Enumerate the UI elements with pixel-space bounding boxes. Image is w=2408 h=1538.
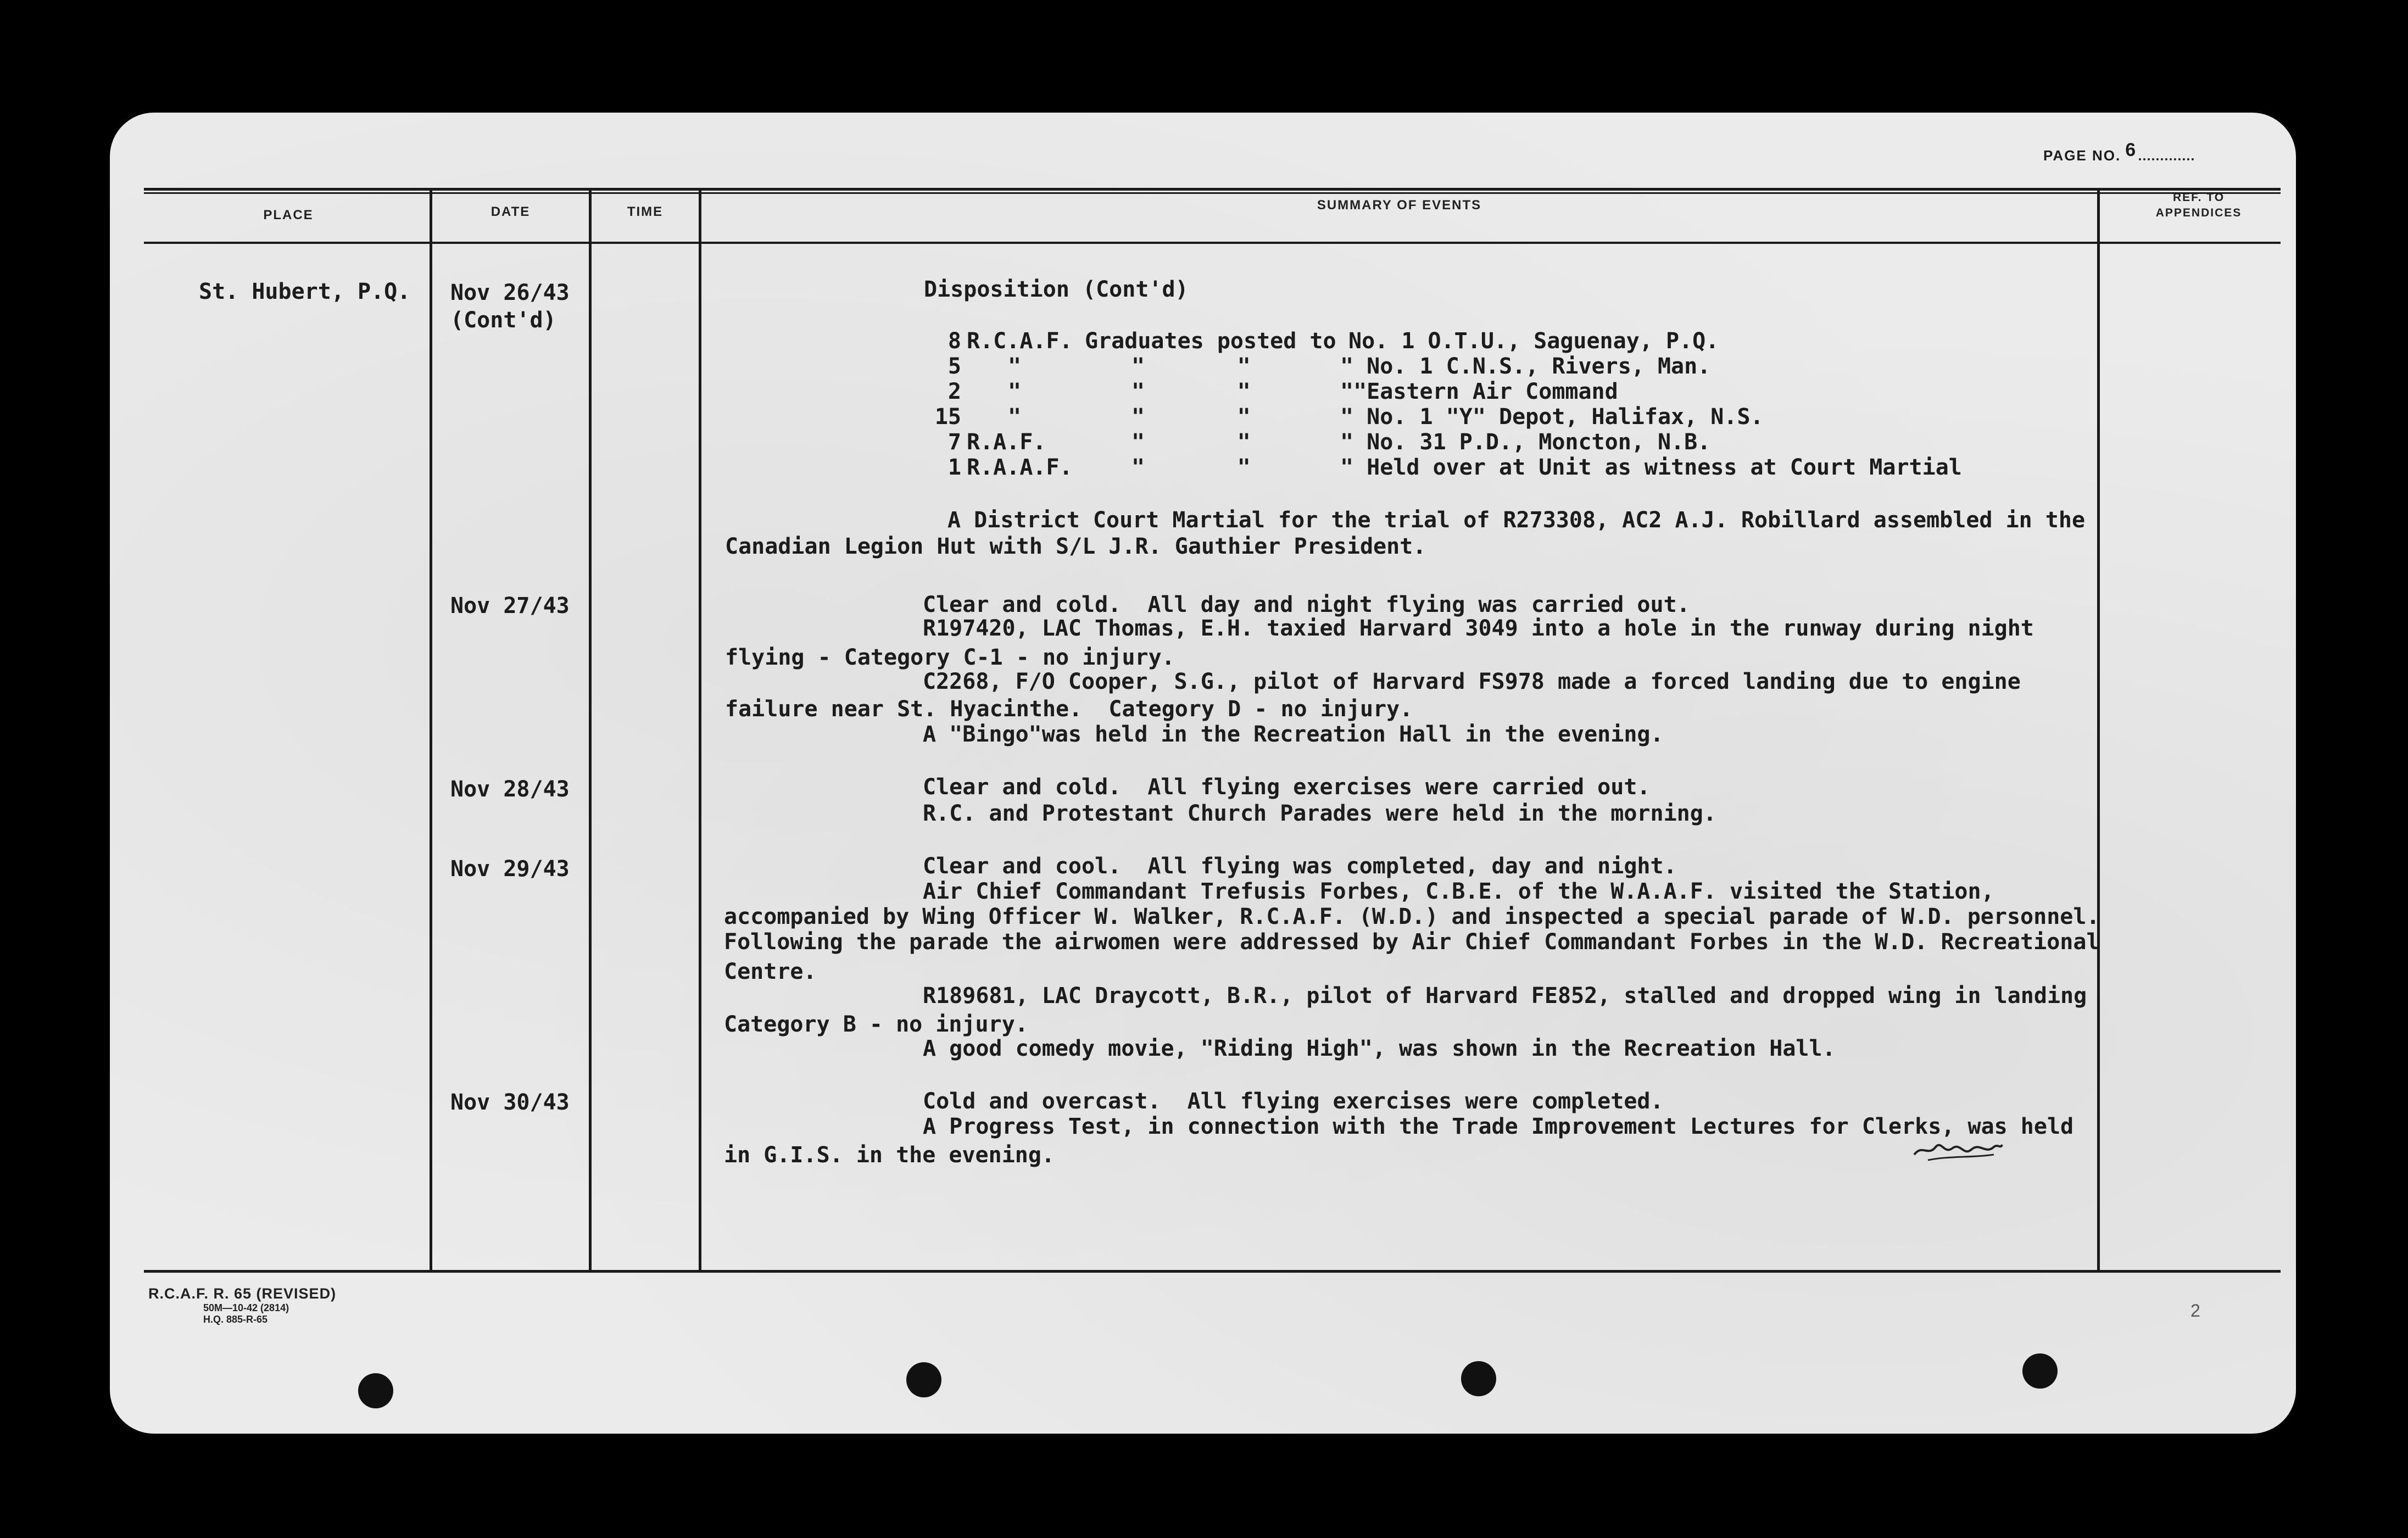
page-number-value: 6	[2125, 140, 2137, 160]
date-entry	[450, 279, 570, 334]
summary-line: Canadian Legion Hut with S/L J.R. Gauthier President.	[725, 534, 1426, 559]
date-entry	[450, 855, 570, 883]
summary-line: A District Court Martial for the trial of R273308, AC2 A.J. Robillard assembled in the	[947, 508, 2086, 533]
summary-line: Clear and cold. All flying exercises were carried out.	[923, 774, 1651, 800]
disposition-dest: ""Eastern Air Command	[1340, 379, 1618, 404]
disposition-count: 15	[934, 404, 961, 430]
summary-line: C2268, F/O Cooper, S.G., pilot of Harvard FS978 made a forced landing due to engine	[923, 669, 2021, 694]
date-entry-cont: (Cont'd)	[450, 308, 556, 333]
disposition-heading: Disposition (Cont'd)	[924, 277, 1189, 302]
disposition-unit: R.A.F.	[967, 430, 1046, 455]
date-entry-line: Nov 28/43	[450, 777, 570, 802]
summary-line: Following the parade the airwomen were addressed by Air Chief Commandant Forbes in the W.D. Recreational	[724, 929, 2100, 955]
disposition-dest: No. 1 O.T.U., Saguenay, P.Q.	[1348, 328, 1719, 354]
summary-line: failure near St. Hyacinthe. Category D - no injury.	[725, 696, 1413, 722]
disposition-dest: " No. 1 "Y" Depot, Halifax, N.S.	[1340, 404, 1764, 430]
form-number: R.C.A.F. R. 65 (REVISED)	[148, 1285, 337, 1302]
header-date: DATE	[490, 204, 531, 219]
summary-line: accompanied by Wing Officer W. Walker, R.C.A.F. (W.D.) and inspected a special parade of W.D. personnel.	[724, 904, 2100, 929]
summary-line: A Progress Test, in connection with the Trade Improvement Lectures for Clerks, was held	[923, 1114, 2074, 1139]
header-ref-line1: REF. TO	[2172, 191, 2225, 204]
disposition-count: 5	[947, 354, 961, 379]
summary-line: Centre.	[724, 959, 817, 984]
date-entry	[450, 776, 570, 803]
disposition-what: " "	[1131, 455, 1251, 480]
date-entry-line: Nov 27/43	[450, 593, 570, 618]
disposition-count: 8	[947, 328, 961, 354]
summary-line: A good comedy movie, "Riding High", was shown in the Recreation Hall.	[923, 1036, 1836, 1061]
summary-line: Clear and cold. All day and night flying was carried out.	[923, 592, 1690, 617]
disposition-count: 7	[947, 430, 961, 455]
disposition-unit: "	[1008, 404, 1022, 430]
summary-line: R197420, LAC Thomas, E.H. taxied Harvard 3049 into a hole in the runway during night	[923, 616, 2034, 641]
header-summary: SUMMARY OF EVENTS	[1317, 198, 1482, 213]
date-entry	[450, 592, 570, 620]
disposition-count: 1	[947, 455, 961, 480]
header-ref-line2: APPENDICES	[2155, 207, 2242, 219]
disposition-dest: " Held over at Unit as witness at Court Martial	[1340, 455, 1962, 480]
disposition-what: " "	[1131, 354, 1251, 379]
bottom-rule	[144, 1270, 2281, 1273]
date-time-divider	[589, 188, 592, 1273]
punch-hole	[906, 1362, 941, 1397]
punch-hole	[1461, 1361, 1496, 1396]
punch-hole	[2022, 1353, 2058, 1389]
date-entry-line: Nov 29/43	[450, 856, 570, 882]
header-place: PLACE	[263, 208, 314, 222]
disposition-what: Graduates posted to	[1085, 328, 1336, 354]
disposition-unit: "	[1008, 379, 1022, 404]
summary-line: Category B - no injury.	[724, 1012, 1028, 1037]
page-number-label: PAGE NO.	[2043, 147, 2121, 164]
initials-signature	[1911, 1133, 2005, 1166]
disposition-count: 2	[947, 379, 961, 404]
summary-line: A "Bingo"was held in the Recreation Hall in the evening.	[923, 722, 1664, 747]
header-time: TIME	[627, 204, 664, 219]
disposition-unit: R.A.A.F.	[967, 455, 1073, 480]
place-entry: St. Hubert, P.Q.	[199, 279, 411, 304]
corner-mark: 2	[2190, 1301, 2200, 1320]
disposition-dest: " No. 1 C.N.S., Rivers, Man.	[1340, 354, 1711, 379]
summary-line: Clear and cool. All flying was completed, day and night.	[923, 854, 1677, 879]
top-rule	[144, 188, 2281, 191]
disposition-unit: "	[1008, 354, 1022, 379]
record-card	[110, 113, 2296, 1434]
time-summary-divider	[699, 188, 701, 1273]
punch-hole	[358, 1373, 393, 1408]
date-entry-line: Nov 26/43	[450, 280, 570, 305]
place-date-divider	[430, 188, 432, 1273]
disposition-what: " "	[1131, 430, 1251, 455]
disposition-what: " "	[1131, 379, 1251, 404]
summary-line: R.C. and Protestant Church Parades were held in the morning.	[923, 801, 1716, 826]
summary-ref-divider	[2097, 188, 2100, 1273]
page-number	[2043, 140, 2194, 165]
form-hq-code: H.Q. 885-R-65	[203, 1314, 268, 1325]
summary-line: Air Chief Commandant Trefusis Forbes, C.B.E. of the W.A.A.F. visited the Station,	[923, 879, 1994, 904]
summary-line: in G.I.S. in the evening.	[724, 1143, 1055, 1168]
summary-line: flying - Category C-1 - no injury.	[725, 645, 1175, 670]
disposition-dest: " No. 31 P.D., Moncton, N.B.	[1340, 430, 1711, 455]
disposition-unit: R.C.A.F.	[967, 328, 1073, 354]
summary-line: Cold and overcast. All flying exercises were completed.	[923, 1089, 1664, 1114]
form-footer	[148, 1285, 336, 1325]
top-rule-inner	[144, 192, 2281, 194]
date-entry-line: Nov 30/43	[450, 1090, 570, 1115]
header-rule	[144, 242, 2281, 244]
date-entry	[450, 1089, 570, 1116]
form-print-code: 50M—10-42 (2814)	[203, 1302, 289, 1313]
summary-line: R189681, LAC Draycott, B.R., pilot of Harvard FE852, stalled and dropped wing in landing	[923, 983, 2087, 1008]
disposition-what: " "	[1131, 404, 1251, 430]
